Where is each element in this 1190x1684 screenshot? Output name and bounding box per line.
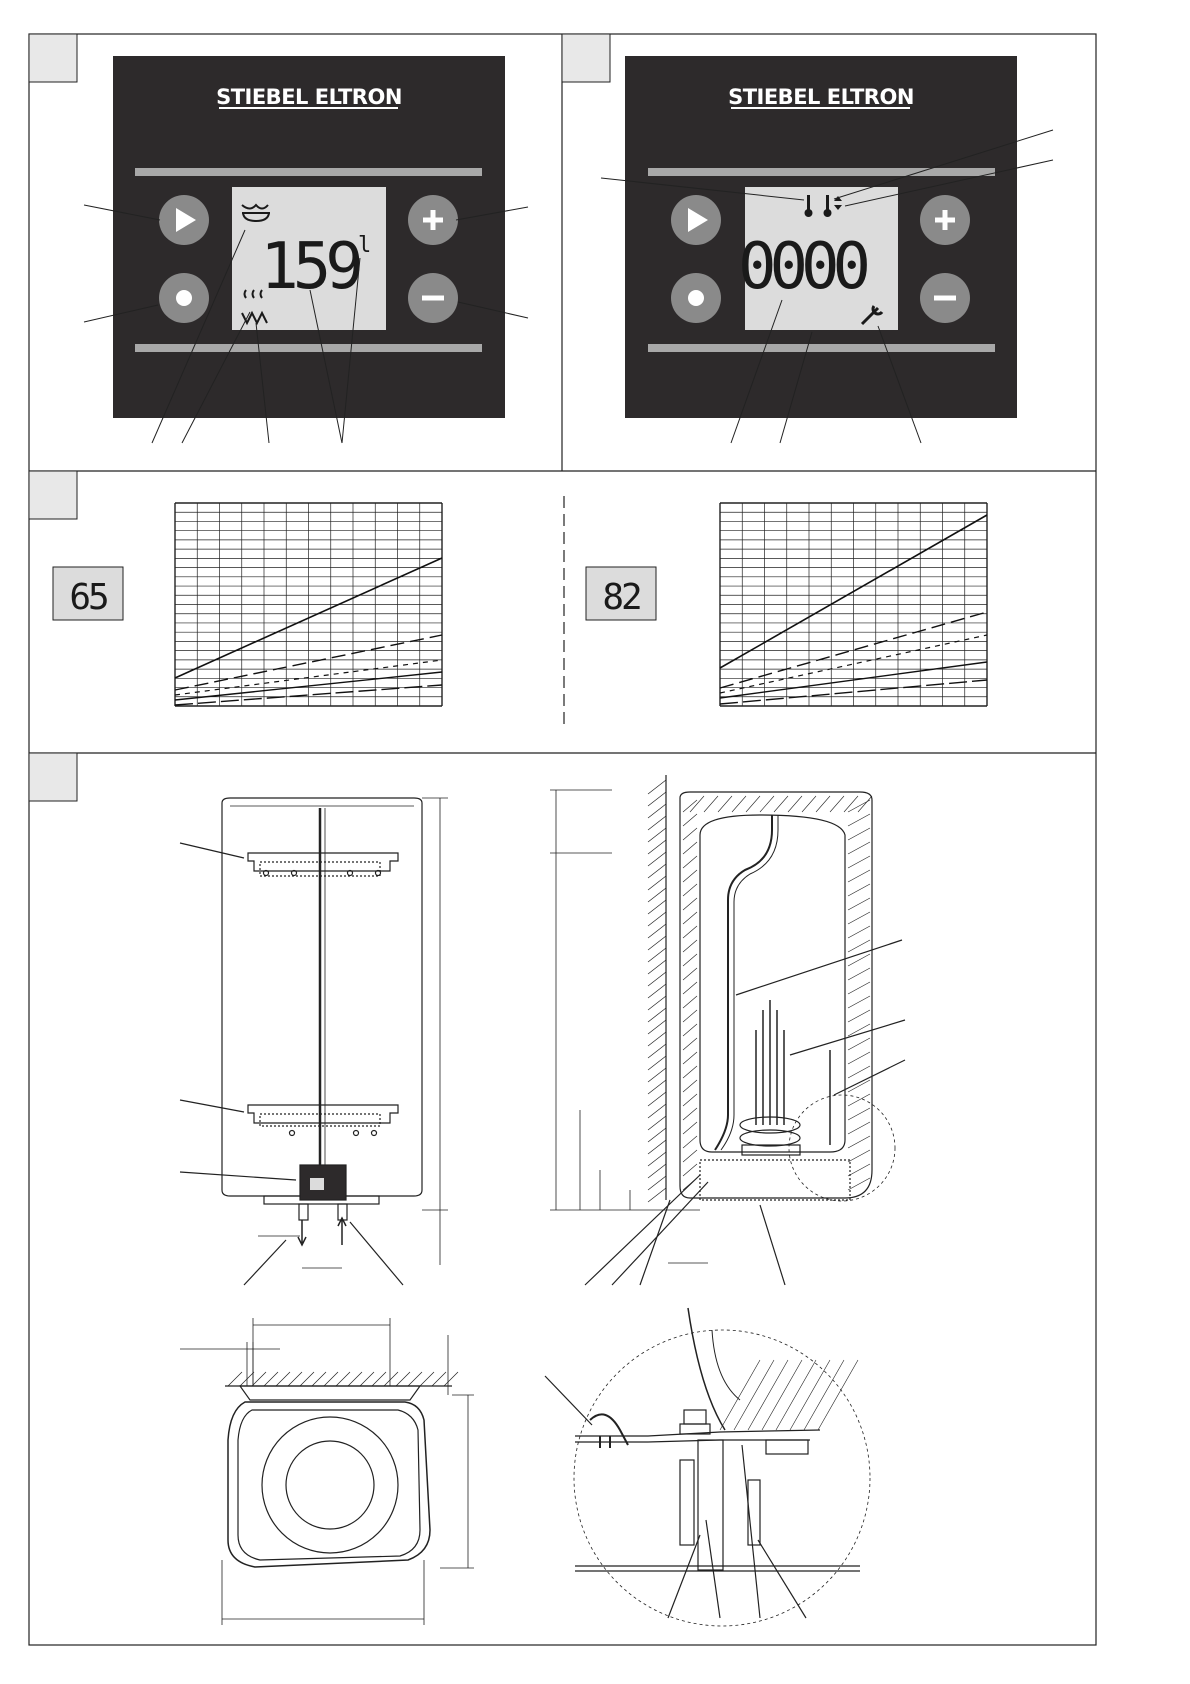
- side-section-view: [550, 775, 905, 1285]
- chart-grid-2: [720, 503, 987, 706]
- minus-button-1[interactable]: [408, 273, 458, 323]
- control-panel-2: [601, 56, 1053, 443]
- plus-button-1[interactable]: [408, 195, 458, 245]
- minus-button-2[interactable]: [920, 273, 970, 323]
- play-button-2[interactable]: [671, 195, 721, 245]
- dot-icon: [688, 290, 704, 306]
- plus-button-2[interactable]: [920, 195, 970, 245]
- control-panel-1: [84, 56, 528, 443]
- detail-view: [545, 1308, 870, 1626]
- lcd-value-2: 0000: [737, 230, 865, 304]
- play-button-1[interactable]: [159, 195, 209, 245]
- ok-button-1[interactable]: [159, 273, 209, 323]
- chart-display-value-1: 65: [69, 577, 107, 618]
- dot-icon: [176, 290, 192, 306]
- figure-number-box-2: [562, 34, 610, 82]
- top-view: [180, 1318, 474, 1625]
- chart-2: [586, 503, 987, 706]
- figure-number-box-1: [29, 34, 77, 82]
- brand-logo-1: STIEBEL ELTRON: [216, 85, 402, 109]
- figure-number-box-3: [29, 471, 77, 519]
- front-view: [180, 798, 448, 1285]
- lcd-unit-1: l: [358, 233, 372, 258]
- chart-display-value-2: 82: [602, 577, 640, 618]
- figure-number-box-4: [29, 753, 77, 801]
- chart-1: [53, 503, 442, 706]
- lcd-value-1: 159: [260, 230, 358, 304]
- brand-logo-2: STIEBEL ELTRON: [728, 85, 914, 109]
- ok-button-2[interactable]: [671, 273, 721, 323]
